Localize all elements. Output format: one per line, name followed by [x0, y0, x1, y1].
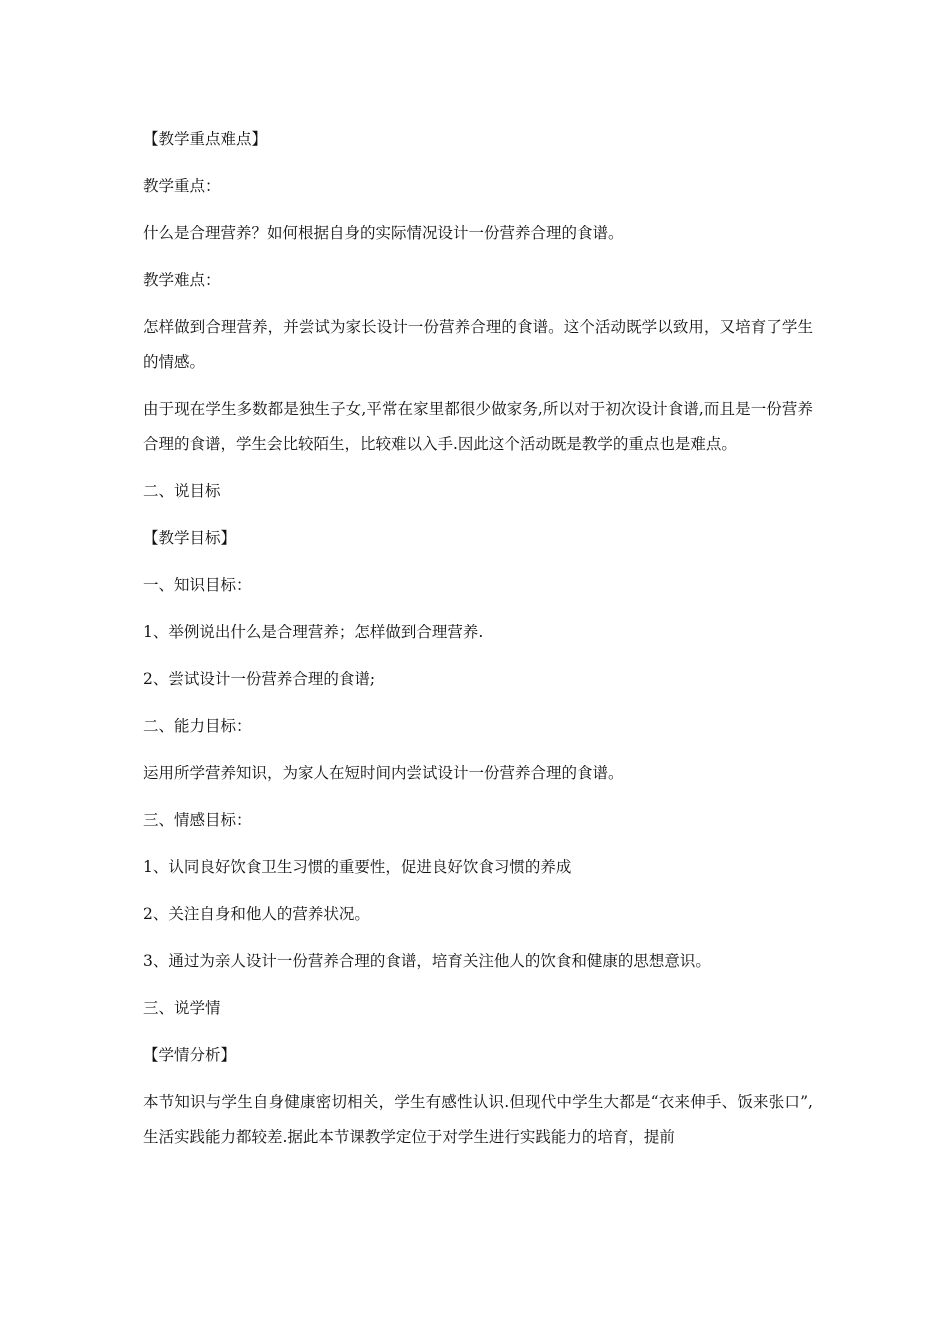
section-objectives: 二、说目标: [143, 482, 221, 500]
list-item-knowledge-1: 1、举例说出什么是合理营养；怎样做到合理营养.: [143, 623, 484, 641]
heading-teaching-objectives: 【教学目标】: [143, 529, 237, 547]
paragraph-key-points: 什么是合理营养？如何根据自身的实际情况设计一份营养合理的食谱。: [143, 224, 624, 242]
label-knowledge-objectives: 一、知识目标：: [143, 576, 252, 594]
list-item-emotion-2: 2、关注自身和他人的营养状况。: [143, 905, 370, 923]
list-item-emotion-1: 1、认同良好饮食卫生习惯的重要性，促进良好饮食习惯的养成: [143, 858, 572, 876]
label-key-points: 教学重点：: [143, 177, 221, 195]
paragraph-difficult-points: 怎样做到合理营养，并尝试为家长设计一份营养合理的食谱。这个活动既学以致用，又培育了学生的情感。: [143, 318, 813, 371]
heading-key-difficult-points: 【教学重点难点】: [143, 130, 268, 148]
paragraph-student-analysis: 本节知识与学生自身健康密切相关，学生有感性认识.但现代中学生大都是“衣来伸手、饭来张口”,生活实践能力都较差.据此本节课教学定位于对学生进行实践能力的培育，提前: [143, 1093, 813, 1146]
list-item-knowledge-2: 2、尝试设计一份营养合理的食谱;: [143, 670, 376, 688]
paragraph-ability-objectives: 运用所学营养知识，为家人在短时间内尝试设计一份营养合理的食谱。: [143, 764, 624, 782]
section-student-analysis: 三、说学情: [143, 999, 221, 1017]
list-item-emotion-3: 3、通过为亲人设计一份营养合理的食谱，培育关注他人的饮食和健康的思想意识。: [143, 952, 711, 970]
heading-student-analysis: 【学情分析】: [143, 1046, 237, 1064]
paragraph-difficulty-reason: 由于现在学生多数都是独生子女,平常在家里都很少做家务,所以对于初次设计食谱,而且是一份营养合理的食谱，学生会比较陌生，比较难以入手.因此这个活动既是教学的重点也是难点。: [143, 400, 813, 453]
label-ability-objectives: 二、能力目标：: [143, 717, 252, 735]
label-difficult-points: 教学难点：: [143, 271, 221, 289]
document-body: [143, 122, 813, 1167]
label-emotion-objectives: 三、情感目标：: [143, 811, 252, 829]
